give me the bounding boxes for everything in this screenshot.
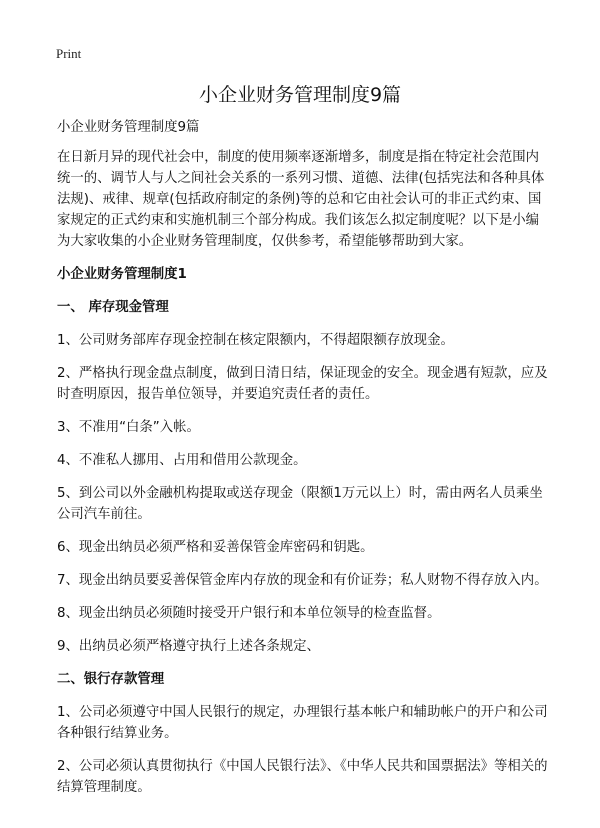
- part2-heading: 二、银行存款管理: [57, 672, 165, 687]
- print-link[interactable]: Print: [56, 46, 82, 61]
- part1-heading: 一、 库存现金管理: [57, 300, 169, 315]
- list-item: 6、现金出纳员必须严格和妥善保管金库密码和钥匙。: [57, 540, 374, 555]
- list-item: 8、现金出纳员必须随时接受开户银行和本单位领导的检查监督。: [57, 606, 441, 621]
- list-item: 1、公司财务部库存现金控制在核定限额内，不得超限额存放现金。: [57, 333, 454, 348]
- list-item: 7、现金出纳员要妥善保管金库内存放的现金和有价证券；私人财物不得存放入内。: [57, 573, 548, 588]
- list-item: 3、不准用“白条”入帐。: [57, 420, 200, 435]
- list-item: 9、出纳员必须严格遵守执行上述各条规定、: [57, 639, 320, 654]
- list-item: 5、到公司以外金融机构提取或送存现金（限额1万元以上）时，需由两名人员乘坐公司汽车前往。: [57, 486, 543, 522]
- page-title: 小企业财务管理制度9篇: [198, 84, 402, 106]
- intro-paragraph: 在日新月异的现代社会中，制度的使用频率逐渐增多，制度是指在特定社会范围内统一的、调节人与人之间社会关系的一系列习惯、道德、法律(包括宪法和各种具体法规)、戒律、规章(包括政府制定的条例)等的总和它由社会认可的非正式约束、国家规定的正式约束和实施机制三个部分构成。我们该怎么拟定制度呢？以下是小编为大家收集的小企业财务管理制度，仅供参考，希望能够帮助到大家。: [57, 150, 545, 249]
- list-item: 1、公司必须遵守中国人民银行的规定，办理银行基本帐户和辅助帐户的开户和公司各种银行结算业务。: [57, 705, 548, 741]
- list-item: 2、公司必须认真贯彻执行《中国人民银行法》、《中华人民共和国票据法》等相关的结算管理制度。: [57, 759, 548, 795]
- section-title: 小企业财务管理制度1: [57, 267, 187, 282]
- list-item: 4、不准私人挪用、占用和借用公款现金。: [57, 453, 307, 468]
- list-item: 2、严格执行现金盘点制度，做到日清日结，保证现金的安全。现金遇有短款，应及时查明原因，报告单位领导，并要追究责任者的责任。: [57, 366, 548, 402]
- document-subtitle: 小企业财务管理制度9篇: [57, 120, 200, 135]
- document-body: [57, 117, 550, 810]
